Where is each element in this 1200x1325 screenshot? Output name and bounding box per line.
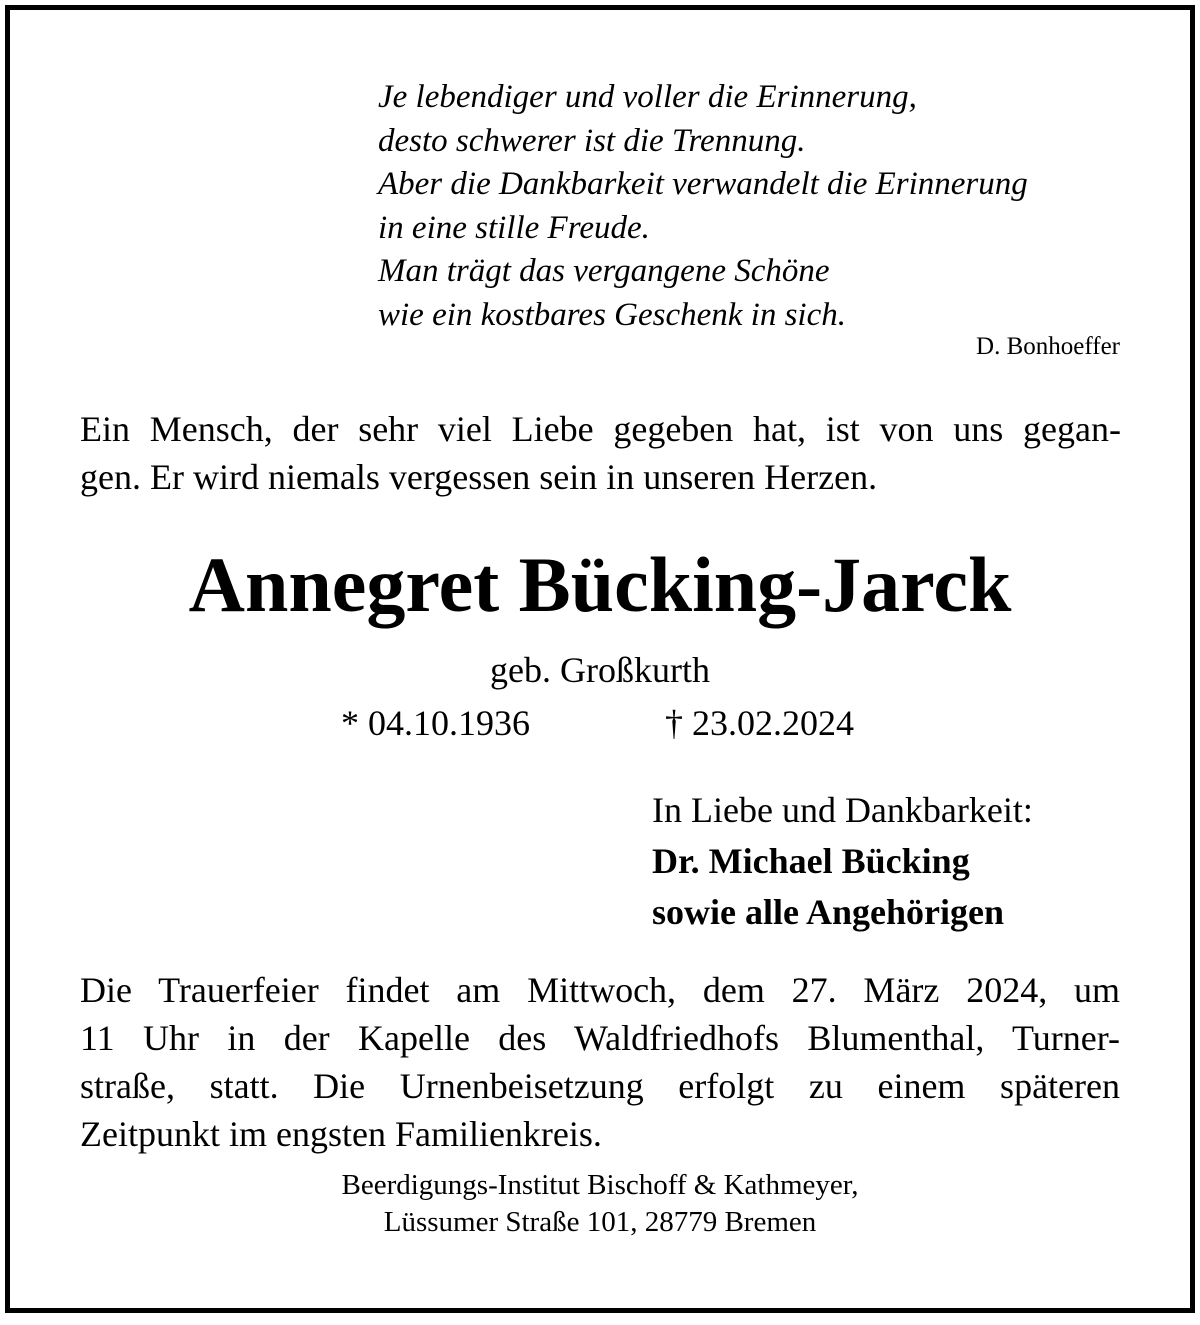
- mourner-name: sowie alle Angehörigen: [652, 892, 1004, 932]
- service-line: Die Trauerfeier findet am Mittwoch, dem 27. März 2024, um: [80, 970, 1120, 1010]
- funeral-service-text: [80, 966, 1120, 1158]
- bonhoeffer-quote: [378, 76, 1028, 337]
- undertaker-info: [0, 1167, 1200, 1241]
- death-date: † 23.02.2024: [665, 703, 854, 743]
- intro-text: [80, 405, 1121, 501]
- quote-author: D. Bonhoeffer: [976, 333, 1120, 360]
- undertaker-line: Lüssumer Straße 101, 28779 Bremen: [383, 1206, 817, 1238]
- undertaker-line: Beerdigungs-Institut Bischoff & Kathmeyer,: [341, 1169, 859, 1201]
- maiden-name: geb. Großkurth: [490, 650, 710, 690]
- intro-line: gen. Er wird niemals vergessen sein in unseren Herzen.: [80, 457, 878, 497]
- quote-line: Aber die Dankbarkeit verwandelt die Erinnerung: [378, 166, 1028, 202]
- quote-line: wie ein kostbares Geschenk in sich.: [378, 296, 846, 333]
- service-line: straße, statt. Die Urnenbeisetzung erfolgt zu einem späteren: [80, 1066, 1120, 1106]
- mourner-name: Dr. Michael Bücking: [652, 841, 970, 881]
- deceased-name: Annegret Bücking-Jarck: [188, 541, 1012, 628]
- service-line: Zeitpunkt im engsten Familienkreis.: [80, 1114, 602, 1154]
- quote-line: in eine stille Freude.: [378, 209, 650, 246]
- quote-line: desto schwerer ist die Trennung.: [378, 122, 806, 159]
- mourners-block: [652, 785, 1033, 938]
- quote-line: Man trägt das vergangene Schöne: [378, 253, 830, 289]
- intro-line: Ein Mensch, der sehr viel Liebe gegeben hat, ist von uns gegan-: [80, 409, 1121, 449]
- quote-line: Je lebendiger und voller die Erinnerung,: [378, 79, 917, 115]
- service-line: 11 Uhr in der Kapelle des Waldfriedhofs Blumenthal, Turner-: [80, 1018, 1120, 1058]
- mourners-intro: In Liebe und Dankbarkeit:: [652, 790, 1033, 830]
- birth-date: * 04.10.1936: [341, 703, 530, 743]
